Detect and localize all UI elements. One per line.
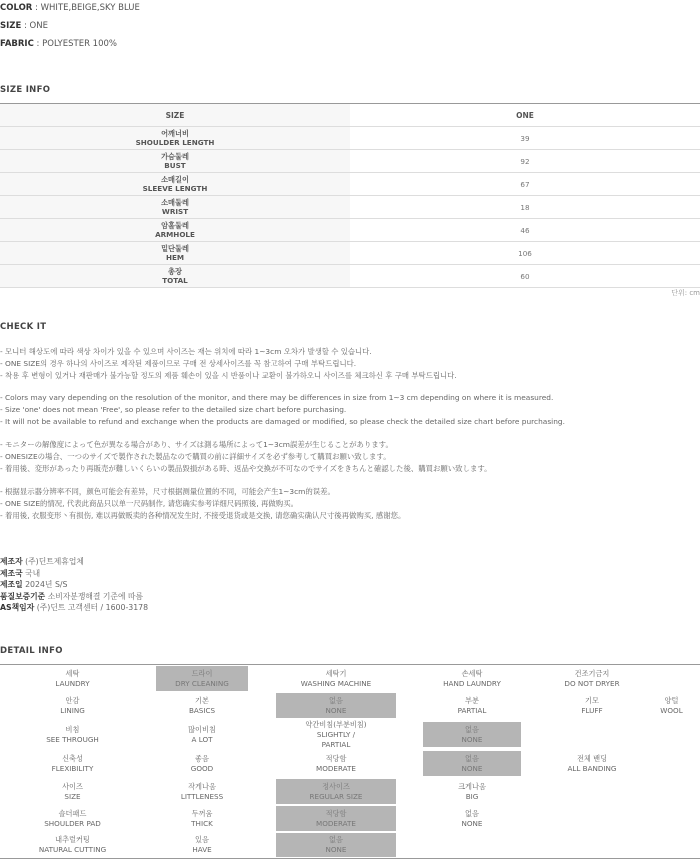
size-table-row — [0, 265, 700, 288]
detail-ko: 없음 — [465, 808, 479, 818]
detail-ko: 없음 — [329, 835, 343, 844]
detail-grid — [0, 664, 700, 859]
detail-ko: 있음 — [195, 835, 209, 844]
detail-option — [156, 833, 248, 857]
mfr-date-label: 제조일 — [0, 580, 23, 589]
detail-option — [156, 722, 248, 747]
size-row-label-en: SHOULDER LENGTH — [135, 138, 215, 147]
check-it-line: - Colors may vary depending on the resolution of the monitor, and there may be differences in size from 1~3 cm depending on where it is measured. — [0, 393, 554, 402]
size-row-label — [0, 127, 350, 149]
size-row-label — [0, 265, 350, 287]
detail-ko: 없음 — [329, 695, 343, 705]
size-table-row — [0, 150, 700, 173]
spec-fabric-label: FABRIC — [0, 39, 34, 49]
size-row-label-en: WRIST — [161, 207, 189, 216]
detail-option — [156, 693, 248, 718]
size-row-label-ko: 암홀둘레 — [161, 221, 189, 230]
size-row-value: 106 — [518, 248, 532, 258]
detail-ko: 정사이즈 — [322, 781, 350, 791]
detail-en: BASICS — [188, 705, 216, 715]
size-row-label-en: HEM — [165, 253, 185, 262]
mfr-warranty — [0, 591, 143, 602]
detail-ko: 숄더패드 — [58, 808, 87, 818]
spec-color: COLOR : WHITE,BEIGE,SKY BLUE — [0, 3, 140, 13]
detail-option — [543, 693, 641, 718]
mfr-maker-label: 제조자 — [0, 557, 23, 566]
detail-ko: 많이비침 — [188, 724, 216, 734]
size-row-label-ko: 소매길이 — [161, 175, 189, 184]
size-table-row — [0, 173, 700, 196]
size-row-label — [0, 173, 350, 195]
detail-option — [423, 806, 521, 831]
size-row-value: 60 — [520, 271, 530, 281]
detail-ko: 기모 — [585, 695, 599, 705]
detail-ko: 적당함 — [325, 753, 347, 763]
mfr-country-value: 국내 — [25, 568, 41, 578]
mfr-date — [0, 579, 67, 590]
detail-en: PARTIAL — [321, 739, 351, 749]
detail-category — [0, 833, 145, 857]
mfr-maker — [0, 556, 84, 567]
detail-en: WASHING MACHINE — [300, 678, 372, 688]
detail-en: NONE — [461, 763, 483, 773]
size-row-label-en: SLEEVE LENGTH — [142, 184, 208, 193]
size-row-label-en: BUST — [164, 161, 186, 170]
detail-en: NONE — [461, 734, 483, 744]
detail-ko: 적당함 — [325, 808, 347, 818]
size-table-header — [0, 104, 700, 127]
size-row-label-en: TOTAL — [162, 276, 188, 285]
detail-ko: 좋음 — [195, 753, 209, 763]
detail-en: ALL BANDING — [567, 763, 617, 773]
detail-option — [156, 806, 248, 831]
size-row-value: 39 — [520, 133, 530, 143]
detail-ko: 두꺼움 — [191, 808, 213, 818]
detail-option — [276, 666, 396, 691]
detail-option — [156, 779, 248, 804]
detail-en: SHOULDER PAD — [44, 818, 101, 828]
check-it-title: CHECK IT — [0, 322, 47, 332]
detail-info-title: DETAIL INFO — [0, 646, 63, 656]
detail-option — [543, 666, 641, 691]
detail-category — [0, 693, 145, 718]
detail-en: WOOL — [660, 705, 683, 715]
detail-en: THICK — [191, 818, 213, 828]
detail-en: SLIGHTLY / — [316, 729, 356, 739]
detail-en: BIG — [465, 791, 479, 801]
detail-ko: 손세탁 — [461, 668, 483, 678]
size-info-title: SIZE INFO — [0, 85, 51, 95]
detail-option — [276, 833, 396, 857]
mfr-as-value: (주)딘트 고객센터 / 1600-3178 — [36, 603, 149, 612]
detail-ko: 내추럴커팅 — [55, 835, 90, 844]
detail-category — [0, 806, 145, 831]
size-row-label-ko: 밑단둘레 — [161, 244, 189, 253]
check-it-line: - 着用後, 衣服变形丶有损伤, 难以再做贩卖的各种情况发生时, 不接受退货或是交换, 请您确实确认尺寸後再做购买, 感谢您。 — [0, 511, 406, 520]
detail-option — [156, 666, 248, 691]
mfr-date-value: 2024년 S/S — [25, 580, 68, 589]
check-it-line: - 着用後、変形があったり再販売が難しいくらいの製品毀損がある時、返品や交換が不可なのでサイズをきちんと確認した後、購買お願い致します。 — [0, 464, 492, 473]
detail-en: PARTIAL — [457, 705, 487, 715]
detail-ko: 크게나옴 — [458, 781, 486, 791]
mfr-country-label: 제조국 — [0, 568, 23, 578]
detail-option — [276, 779, 396, 804]
size-row-label-ko: 소매둘레 — [161, 198, 189, 207]
size-row-label-en: ARMHOLE — [155, 230, 195, 239]
detail-ko: 약간비침(부분비침) — [305, 719, 367, 729]
detail-ko: 작게나옴 — [188, 781, 216, 791]
detail-option — [423, 751, 521, 776]
check-it-line: - 모니터 해상도에 따라 색상 차이가 있을 수 있으며 사이즈는 재는 위치에 따라 1~3cm 오차가 발생할 수 있습니다. — [0, 347, 372, 356]
size-row-value: 46 — [520, 225, 530, 235]
detail-en: DO NOT DRYER — [564, 678, 620, 688]
detail-option — [423, 693, 521, 718]
detail-ko: 건조기금지 — [574, 668, 610, 678]
detail-en: GOOD — [190, 763, 214, 773]
detail-ko: 전체 밴딩 — [576, 753, 608, 763]
check-it-line: - ONE SIZE의 경우 하나의 사이즈로 제작된 제품이므로 구매 전 상세사이즈를 꼭 참고하여 구매 부탁드립니다. — [0, 359, 357, 368]
detail-en: FLUFF — [581, 705, 603, 715]
detail-en: MODERATE — [316, 818, 356, 828]
detail-option — [276, 719, 396, 749]
size-table-row — [0, 127, 700, 150]
check-it-line: - It will not be available to refund and exchange when the products are damaged or modified, so please check the detailed size chart before purchasing. — [0, 417, 565, 426]
check-it-line: - 根据显示器分辨率不同，颜色可能会有差异，尺寸根据测量位置的不同，可能会产生1~3cm的误差。 — [0, 487, 335, 496]
mfr-as-label: AS책임자 — [0, 603, 35, 612]
mfr-as — [0, 602, 148, 613]
detail-option — [423, 779, 521, 804]
size-row-label — [0, 196, 350, 218]
detail-en: NONE — [461, 818, 483, 828]
detail-ko: 없음 — [465, 724, 479, 734]
detail-option — [156, 751, 248, 776]
detail-ko: 안감 — [65, 695, 80, 705]
detail-ko: 비침 — [65, 724, 80, 734]
detail-category — [0, 779, 145, 804]
detail-option — [423, 666, 521, 691]
mfr-warranty-value: 소비자분쟁해결 기준에 따름 — [47, 591, 144, 601]
size-table — [0, 103, 700, 288]
detail-en: NONE — [325, 845, 347, 854]
detail-option — [276, 751, 396, 776]
mfr-warranty-label: 품질보증기준 — [0, 591, 46, 601]
check-it-line: - ONESIZEの場合、一つのサイズで製作された製品なので購買の前に詳細サイズを必ず参考して購買お願い致します。 — [0, 452, 391, 461]
detail-en: A LOT — [191, 734, 213, 744]
size-row-value: 92 — [520, 156, 530, 166]
detail-option — [276, 806, 396, 831]
detail-en: SIZE — [64, 791, 81, 801]
spec-fabric-value: POLYESTER 100% — [42, 39, 117, 49]
spec-fabric: FABRIC : POLYESTER 100% — [0, 39, 117, 49]
detail-en: HAVE — [192, 845, 212, 854]
size-row-label — [0, 219, 350, 241]
detail-en: LINING — [60, 705, 85, 715]
detail-ko: 세탁 — [65, 668, 80, 678]
spec-color-value: WHITE,BEIGE,SKY BLUE — [40, 3, 140, 13]
spec-color-label: COLOR — [0, 3, 33, 13]
detail-ko: 없음 — [465, 753, 479, 763]
spec-size: SIZE : ONE — [0, 21, 48, 31]
detail-en: FLEXIBILITY — [51, 763, 94, 773]
spec-size-value: ONE — [29, 21, 48, 31]
size-row-label — [0, 242, 350, 264]
detail-option — [643, 693, 700, 718]
detail-category — [0, 666, 145, 691]
size-header-value: ONE — [350, 104, 700, 126]
check-it-line: - Size 'one' does not mean 'Free', so please refer to the detailed size chart before purchasing. — [0, 405, 347, 414]
size-row-label-ko: 총장 — [168, 267, 182, 276]
size-row-label-ko: 어깨너비 — [161, 129, 189, 138]
detail-en: REGULAR SIZE — [309, 791, 363, 801]
size-table-row — [0, 219, 700, 242]
check-it-line: - 착용 후 변형이 있거나 재판매가 불가능할 정도의 제품 훼손이 있을 시 반품이나 교환이 불가하오니 사이즈를 체크하신 후 구매 부탁드립니다. — [0, 371, 457, 380]
detail-category — [0, 722, 145, 747]
detail-en: LITTLENESS — [180, 791, 224, 801]
detail-ko: 신축성 — [62, 753, 83, 763]
detail-ko: 세탁기 — [325, 668, 347, 678]
size-header-label: SIZE — [0, 104, 350, 126]
check-it-line: - ONE SIZE的情况, 代表此商品只以单一尺码制作, 请您确实参考详细尺码照後, 再做购买。 — [0, 499, 298, 508]
spec-size-label: SIZE — [0, 21, 22, 31]
detail-en: HAND LAUNDRY — [443, 678, 501, 688]
detail-en: NATURAL CUTTING — [38, 845, 107, 854]
size-table-row — [0, 242, 700, 265]
detail-ko: 드라이 — [191, 668, 213, 678]
detail-en: SEE THROUGH — [46, 734, 99, 744]
size-row-value: 18 — [520, 202, 530, 212]
detail-ko: 기본 — [195, 695, 209, 705]
size-table-row — [0, 196, 700, 219]
detail-en: MODERATE — [316, 763, 356, 773]
detail-en: LAUNDRY — [55, 678, 90, 688]
size-row-label — [0, 150, 350, 172]
detail-en: NONE — [325, 705, 347, 715]
size-row-value: 67 — [520, 179, 530, 189]
detail-ko: 양털 — [664, 695, 679, 705]
check-it-line: - モニターの解像度によって色が異なる場合があり、サイズは測る場所によって1~3cm誤差が生じることがあります。 — [0, 440, 393, 449]
size-unit: 단위: cm — [671, 289, 700, 297]
detail-option — [543, 751, 641, 776]
mfr-country — [0, 568, 40, 579]
detail-ko: 부분 — [465, 695, 479, 705]
detail-en: DRY CLEANING — [175, 678, 229, 688]
size-row-label-ko: 가슴둘레 — [161, 152, 189, 161]
detail-option — [423, 722, 521, 747]
mfr-maker-value: (주)딘트제휴업체 — [25, 557, 84, 566]
detail-option — [276, 693, 396, 718]
detail-category — [0, 751, 145, 776]
detail-ko: 사이즈 — [62, 781, 83, 791]
